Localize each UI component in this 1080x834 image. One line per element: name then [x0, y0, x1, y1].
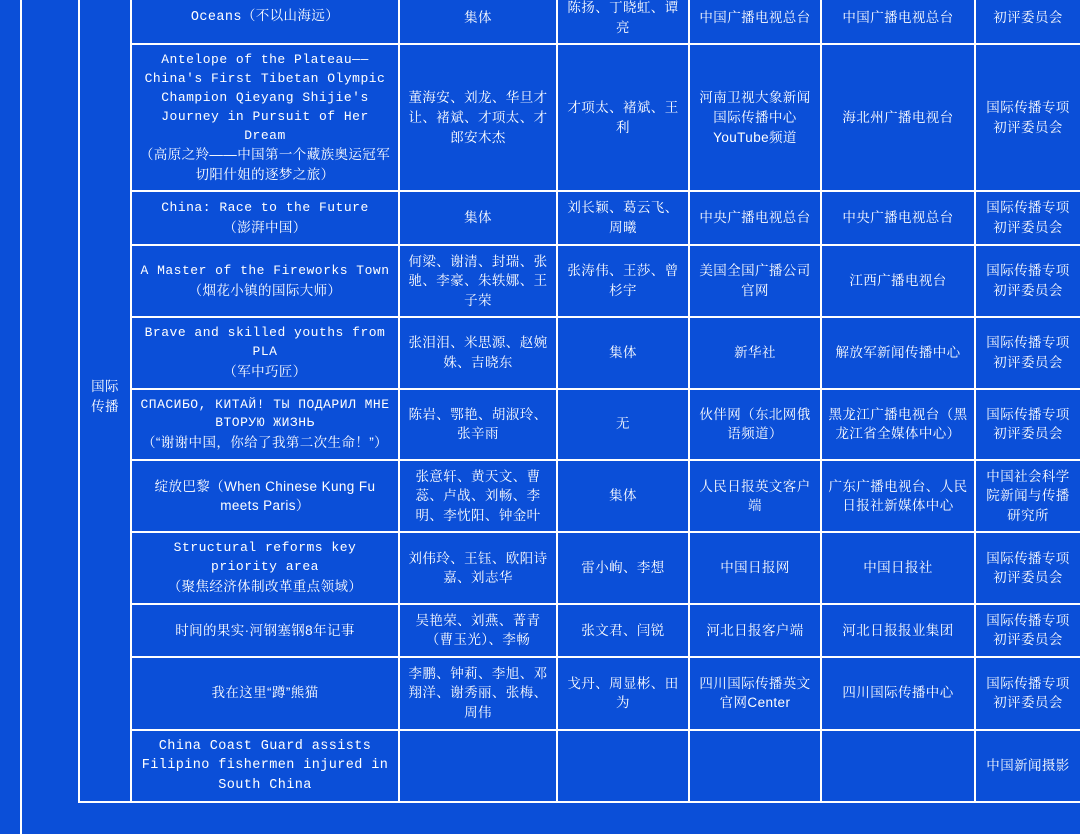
creators-cell: 吴艳荣、刘燕、菁青（曹玉光）、李畅	[399, 604, 557, 657]
recommender-cell: 河北日报报业集团	[821, 604, 975, 657]
recommender-cell	[821, 730, 975, 803]
publisher-cell: 四川国际传播英文官网Center	[689, 657, 821, 730]
title-cn: （聚焦经济体制改革重点领域）	[167, 579, 363, 595]
publisher-cell: 人民日报英文客户端	[689, 460, 821, 533]
table-row	[79, 657, 1080, 730]
creators-cell: 张泪泪、米思源、赵婉姝、吉晓东	[399, 317, 557, 388]
title-cn: （澎湃中国）	[223, 219, 307, 235]
title-latin: A Master of the Fireworks Town	[140, 262, 390, 278]
title-cn: （高原之羚——中国第一个藏族奥运冠军切阳什姐的逐梦之旅）	[139, 147, 391, 182]
committee-cell: 中国新闻摄影	[975, 730, 1080, 803]
title-cell: Oceans（不以山海远）	[131, 0, 399, 44]
creators-cell: 李鹏、钟莉、李旭、邓翔洋、谢秀丽、张梅、周伟	[399, 657, 557, 730]
title-latin: China: Race to the Future	[161, 199, 369, 215]
creators-cell	[399, 730, 557, 803]
editors-cell	[557, 730, 689, 803]
editors-cell: 雷小峋、李想	[557, 532, 689, 603]
editors-cell: 无	[557, 389, 689, 460]
left-margin	[0, 0, 20, 834]
table-row	[79, 0, 1080, 44]
committee-cell: 国际传播专项初评委员会	[975, 317, 1080, 388]
awards-table	[78, 0, 1080, 803]
creators-cell: 刘伟玲、王钰、欧阳诗嘉、刘志华	[399, 532, 557, 603]
recommender-cell: 黑龙江广播电视台（黑龙江省全媒体中心）	[821, 389, 975, 460]
table-row	[79, 191, 1080, 244]
title-cn: （“谢谢中国，你给了我第二次生命！”）	[141, 435, 389, 451]
recommender-cell: 广东广播电视台、人民日报社新媒体中心	[821, 460, 975, 533]
left-gutter	[22, 0, 78, 834]
title-cell	[131, 317, 399, 388]
publisher-cell: 美国全国广播公司官网	[689, 245, 821, 318]
editors-cell: 集体	[557, 460, 689, 533]
creators-cell: 集体	[399, 0, 557, 44]
title-cell: 我在这里“蹲”熊猫	[131, 657, 399, 730]
recommender-cell: 解放军新闻传播中心	[821, 317, 975, 388]
recommender-cell: 四川国际传播中心	[821, 657, 975, 730]
table-row	[79, 245, 1080, 318]
committee-cell: 中国社会科学院新闻与传播研究所	[975, 460, 1080, 533]
committee-cell: 初评委员会	[975, 0, 1080, 44]
title-latin: Brave and skilled youths from PLA	[144, 325, 386, 360]
recommender-cell: 海北州广播电视台	[821, 44, 975, 191]
title-latin: Structural reforms key priority area	[173, 540, 357, 575]
editors-cell: 张文君、闫锐	[557, 604, 689, 657]
title-cn: （军中巧匠）	[223, 363, 307, 379]
publisher-cell: 中国日报网	[689, 532, 821, 603]
publisher-cell	[689, 730, 821, 803]
table-row	[79, 389, 1080, 460]
table-row	[79, 460, 1080, 533]
creators-cell: 陈岩、鄂艳、胡淑玲、张辛雨	[399, 389, 557, 460]
recommender-cell: 中国广播电视总台	[821, 0, 975, 44]
editors-cell: 戈丹、周显彬、田为	[557, 657, 689, 730]
title-cell: 时间的果实·河钢塞钢8年记事	[131, 604, 399, 657]
recommender-cell: 中国日报社	[821, 532, 975, 603]
committee-cell: 国际传播专项初评委员会	[975, 657, 1080, 730]
title-cn: （烟花小镇的国际大师）	[188, 282, 342, 298]
publisher-cell: 伙伴网（东北网俄语频道）	[689, 389, 821, 460]
title-cell: 绽放巴黎（When Chinese Kung Fu meets Paris）	[131, 460, 399, 533]
editors-cell: 刘长颖、葛云飞、周曦	[557, 191, 689, 244]
recommender-cell: 江西广播电视台	[821, 245, 975, 318]
title-latin: Antelope of the Plateau——China's First Tibetan Olympic Champion Qieyang Shijie's Journey in Pursuit of Her Dream	[144, 52, 386, 143]
editors-cell: 集体	[557, 317, 689, 388]
table-row	[79, 532, 1080, 603]
title-cell	[131, 44, 399, 191]
editors-cell: 才项太、褚斌、王利	[557, 44, 689, 191]
creators-cell: 董海安、刘龙、华旦才让、褚斌、才项太、才郎安木杰	[399, 44, 557, 191]
publisher-cell: 新华社	[689, 317, 821, 388]
table-row	[79, 604, 1080, 657]
recommender-cell: 中央广播电视总台	[821, 191, 975, 244]
publisher-cell: 河南卫视大象新闻国际传播中心YouTube频道	[689, 44, 821, 191]
editors-cell: 张涛伟、王莎、曾杉宇	[557, 245, 689, 318]
committee-cell: 国际传播专项初评委员会	[975, 245, 1080, 318]
title-latin: СПАСИБО, КИТАЙ! ТЫ ПОДАРИЛ МНЕ ВТОРУЮ ЖИЗНЬ	[140, 396, 390, 431]
publisher-cell: 河北日报客户端	[689, 604, 821, 657]
title-cell	[131, 245, 399, 318]
title-cell: China Coast Guard assists Filipino fishermen injured in South China	[131, 730, 399, 803]
committee-cell: 国际传播专项初评委员会	[975, 389, 1080, 460]
creators-cell: 张意轩、黄天文、曹蕊、卢战、刘畅、李明、李忱阳、钟金叶	[399, 460, 557, 533]
committee-cell: 国际传播专项初评委员会	[975, 191, 1080, 244]
title-cell	[131, 389, 399, 460]
committee-cell: 国际传播专项初评委员会	[975, 44, 1080, 191]
table-row	[79, 317, 1080, 388]
table-row	[79, 730, 1080, 803]
publisher-cell: 中央广播电视总台	[689, 191, 821, 244]
title-cell	[131, 191, 399, 244]
committee-cell: 国际传播专项初评委员会	[975, 532, 1080, 603]
publisher-cell: 中国广播电视总台	[689, 0, 821, 44]
committee-cell: 国际传播专项初评委员会	[975, 604, 1080, 657]
creators-cell: 集体	[399, 191, 557, 244]
creators-cell: 何梁、谢清、封瑞、张驰、李豪、朱轶娜、王子荣	[399, 245, 557, 318]
editors-cell: 陈扬、丁晓虹、谭亮	[557, 0, 689, 44]
title-cell	[131, 532, 399, 603]
table-row	[79, 44, 1080, 191]
category-cell: 国际传播	[79, 0, 131, 802]
